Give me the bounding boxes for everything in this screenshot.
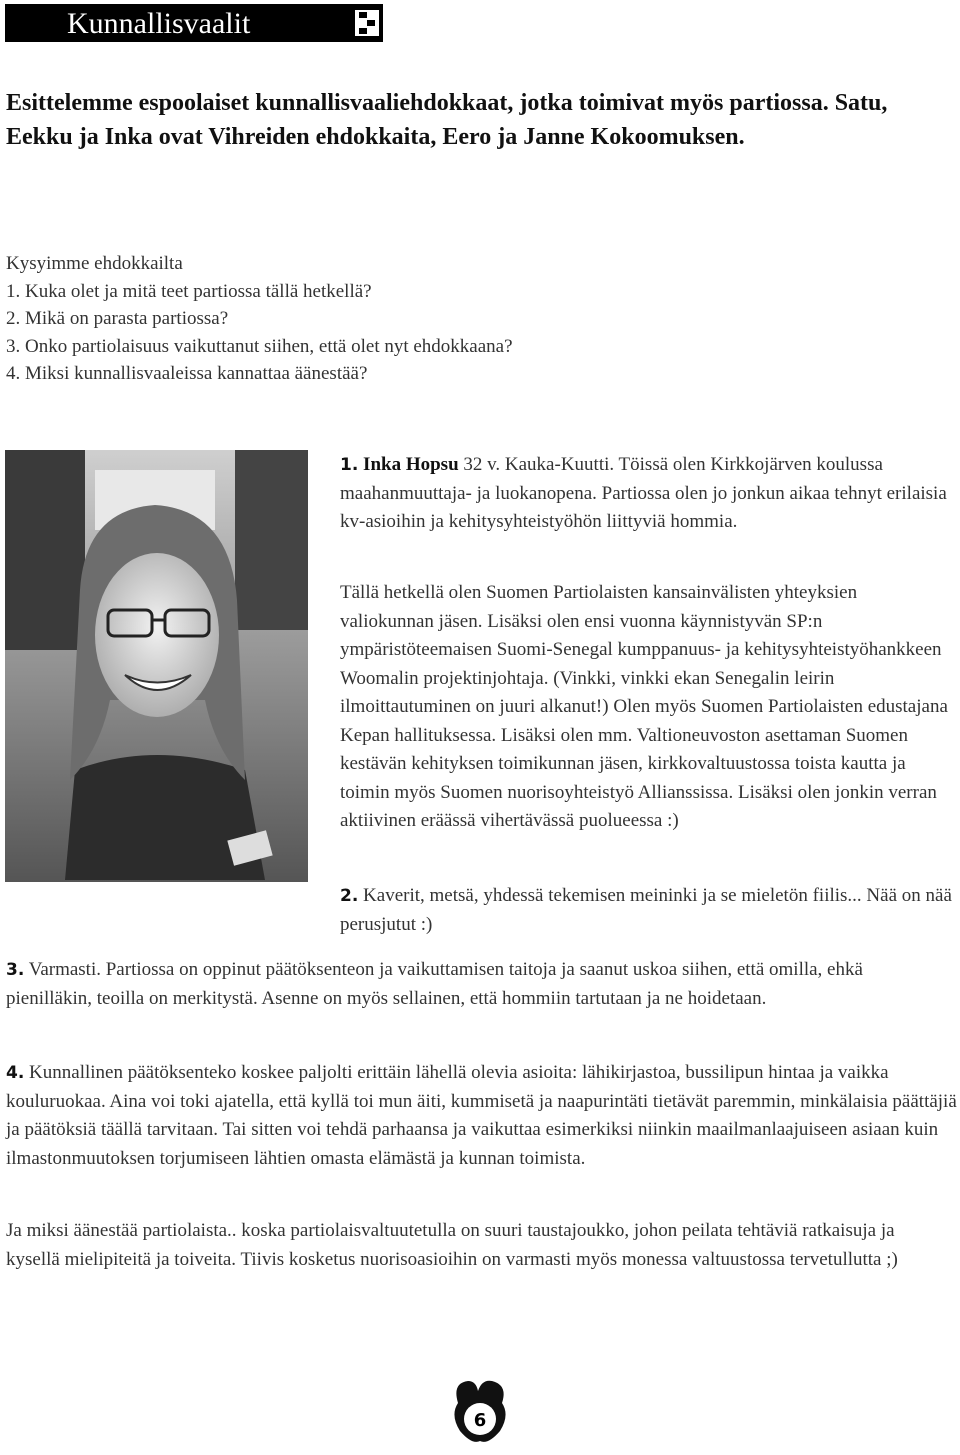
questions-list	[6, 250, 706, 388]
answer-4-text: Kunnallinen päätöksenteko koskee paljolti erittäin lähellä olevia asioita: lähikirjastoa, bussilipun hintaa ja vaikka kouluruokaa. Aina voi toki ajatella, että kyllä toi mun äiti, kummisetä ja naapurintäti tietävät paremmin, minkälaisia päättäjiä ja päätöksiä täällä tarvitaan. Tai sitten voi tehdä parhaansa ja vaikuttaa esimerkiksi niinkin maailmanlaajuiseen asiaan kuin ilmastonmuutoksen torjumiseen lähtien omasta elämästä ja kunnan toimista.	[6, 1062, 957, 1169]
answer-number: 4.	[6, 1063, 25, 1083]
scout-emblem-icon	[353, 8, 381, 38]
closing-text: Ja miksi äänestää partiolaista.. koska partiolaisvaltuutetulla on suuri taustajoukko, johon peilata tehtäviä ratkaisuja ja kysellä mielipiteitä ja toiveita. Tiivis kosketus nuorisoasioihin on varmasti myös monessa valtuustossa tervetullutta ;)	[6, 1220, 898, 1270]
candidate-photo	[5, 450, 308, 882]
page-number: 6	[473, 1410, 487, 1431]
candidate-name: Inka Hopsu	[363, 454, 459, 475]
answer-2-text: Kaverit, metsä, yhdessä tekemisen meininki ja se mieletön fiilis... Nää on nää perusjutut :)	[340, 885, 952, 935]
question-item: 1. Kuka olet ja mitä teet partiossa tällä hetkellä?	[6, 280, 372, 302]
questions-heading: Kysyimme ehdokkailta	[6, 253, 183, 274]
intro-text: Esittelemme espoolaiset kunnallisvaaliehdokkaat, jotka toimivat myös partiossa. Satu, Eekku ja Inka ovat Vihreiden ehdokkaita, Eero ja Janne Kokoomuksen.	[6, 90, 888, 150]
answer-1-continued: Tällä hetkellä olen Suomen Partiolaisten kansainvälisten yhteyksien valiokunnan jäsen. Lisäksi olen ensi vuonna käynnistyvän SP:n ympäristöteemaisen Suomi-Senegal kumppanuus- ja kehitysyhteistyöhankkeen Woomalin projektinjohtaja. (Vinkki, vinkki ekan Senegalin leirin ilmoittautuminen on juuri alkanut!) Olen myös Suomen Partiolaisten edustajana Kepan hallituksessa. Lisäksi olen mm. Valtioneuvoston asettaman Suomen kestävän kehityksen toimikunnan jäsen, kirkkovaltuustossa toista kautta ja toimin myös Suomen nuorisoyhteistyö Allianssissa. Lisäksi olen jonkin verran aktiivinen eräässä vihertävässä puolueessa :)	[340, 582, 948, 831]
question-item: 4. Miksi kunnallisvaaleissa kannattaa äänestää?	[6, 363, 368, 384]
answer-3-text: Varmasti. Partiossa on oppinut päätöksenteon ja vaikuttamisen taitoja ja saanut uskoa siihen, että omilla, ehkä pienilläkin, teoilla on merkitystä. Asenne on myös sellainen, että hommiin tartutaan ja ne hoidetaan.	[6, 959, 863, 1009]
answer-number: 3.	[6, 960, 25, 980]
question-item: 2. Mikä on parasta partiossa?	[6, 308, 229, 329]
question-item: 3. Onko partiolaisuus vaikuttanut siihen, että olet nyt ehdokkaana?	[6, 335, 513, 357]
answer-2	[340, 882, 956, 939]
answer-1	[340, 451, 956, 537]
answer-3	[6, 956, 936, 1013]
answer-number: 1.	[340, 455, 359, 475]
section-title: Kunnallisvaalit	[67, 7, 251, 40]
answer-1-text: 32 v. Kauka-Kuutti. Töissä olen Kirkkojärven koulussa maahanmuuttaja- ja luokanopena. Partiossa olen jo jonkun aikaa tehnyt erilaisia kv-asioihin ja kehitysyhteistyöhön liittyviä hommia.	[340, 454, 947, 532]
section-header	[5, 4, 383, 42]
portrait-image	[5, 450, 308, 882]
answer-number: 2.	[340, 886, 359, 906]
answer-4	[6, 1059, 958, 1173]
